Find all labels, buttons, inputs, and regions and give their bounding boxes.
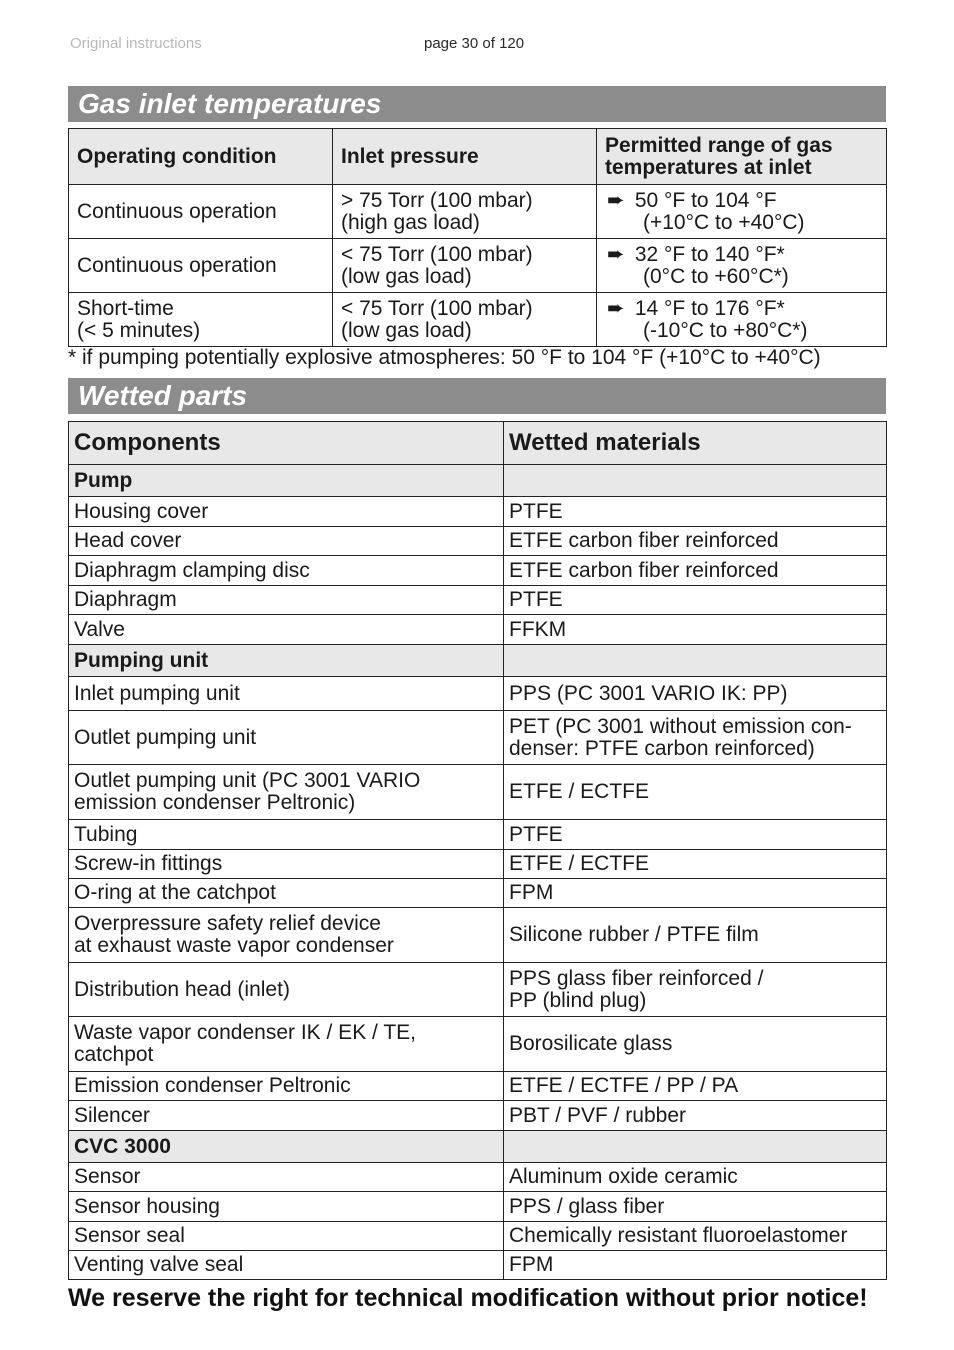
table-row (69, 1192, 887, 1222)
cell-text-line: ETFE carbon fiber reinforced (509, 558, 779, 582)
group-header-row (69, 645, 887, 677)
table-row (69, 293, 887, 347)
cell-text-line: Distribution head (inlet) (74, 977, 290, 1001)
cell-text-line: Borosilicate glass (509, 1032, 673, 1055)
table-row (69, 1222, 887, 1251)
cell-text-line: Screw-in fittings (74, 852, 223, 875)
material-cell (504, 1017, 887, 1072)
table-row (69, 879, 887, 908)
cell-text-line: Continuous operation (77, 253, 277, 277)
component-cell (69, 850, 504, 879)
cell-text-line: Sensor (74, 1165, 141, 1188)
cell-text-line: (low gas load) (341, 318, 472, 342)
table-row (69, 239, 887, 293)
wetted-table-header-row (69, 422, 887, 465)
table-row (69, 527, 887, 556)
material-cell (504, 677, 887, 711)
cell-text-line: PET (PC 3001 without emission con- (509, 714, 852, 738)
cell-text-line: PTFE (509, 822, 563, 846)
component-cell (69, 556, 504, 586)
group-header-row (69, 1131, 887, 1163)
table-row (69, 615, 887, 645)
cell-text-line: < 75 Torr (100 mbar) (341, 242, 533, 266)
component-cell (69, 1131, 504, 1163)
page-number: page 30 of 120 (424, 35, 525, 52)
cell-text-line: PBT / PVF / rubber (509, 1103, 687, 1127)
operating-condition-cell (69, 239, 333, 293)
cell-text-line: Short-time (77, 296, 174, 320)
cell-text-line: FPM (509, 1253, 554, 1276)
material-cell (504, 645, 887, 677)
cell-text-line: PPS / glass fiber (509, 1194, 665, 1218)
cell-text-line: Venting valve seal (74, 1253, 244, 1276)
table-row (69, 1072, 887, 1101)
footnote: * if pumping potentially explosive atmospheres: 50 °F to 104 °F (+10°C to +40°C) (68, 346, 821, 369)
component-cell (69, 879, 504, 908)
temperature-fahrenheit: 14 °F to 176 °F* (634, 296, 785, 320)
table-row (69, 850, 887, 879)
temperature-range-cell (597, 185, 887, 239)
material-cell (504, 1251, 887, 1280)
component-cell (69, 1072, 504, 1101)
table-row (69, 765, 887, 820)
cell-text-line: PPS glass fiber reinforced / (509, 966, 764, 990)
component-cell (69, 711, 504, 765)
cell-text-line: denser: PTFE carbon reinforced) (509, 736, 815, 760)
temperature-celsius: (-10°C to +80°C*) (643, 318, 808, 342)
material-cell (504, 765, 887, 820)
cell-text-line: PTFE (509, 588, 563, 611)
temperature-celsius: (+10°C to +40°C) (643, 210, 805, 234)
table-row (69, 1101, 887, 1131)
component-cell (69, 615, 504, 645)
table-row (69, 908, 887, 963)
cell-text-line: Silicone rubber / PTFE film (509, 923, 759, 946)
inlet-pressure-cell (333, 293, 597, 347)
column-header: Permitted range of gas temperatures at inlet (597, 129, 887, 185)
material-cell (504, 1192, 887, 1222)
operating-condition-cell (69, 293, 333, 347)
material-cell (504, 963, 887, 1017)
table-row (69, 820, 887, 850)
cell-text-line: Diaphragm (74, 588, 177, 611)
material-cell (504, 465, 887, 497)
cell-text-line: ETFE / ECTFE / PP / PA (509, 1074, 739, 1097)
wetted-parts-table (68, 421, 887, 1280)
material-cell (504, 711, 887, 765)
material-cell (504, 556, 887, 586)
component-cell (69, 1222, 504, 1251)
cell-text-line: (high gas load) (341, 210, 480, 234)
cell-text-line: Head cover (74, 529, 182, 552)
gas-table-header-row (69, 129, 887, 185)
column-header: Wetted materials (504, 422, 887, 465)
component-cell (69, 765, 504, 820)
material-cell (504, 527, 887, 556)
cell-text-line: CVC 3000 (74, 1134, 171, 1158)
cell-text-line: Silencer (74, 1103, 150, 1127)
material-cell (504, 586, 887, 615)
gas-temperature-table (68, 128, 887, 347)
cell-text-line: Emission condenser Peltronic (74, 1074, 351, 1097)
material-cell (504, 908, 887, 963)
component-cell (69, 963, 504, 1017)
component-cell (69, 527, 504, 556)
cell-text-line: < 75 Torr (100 mbar) (341, 296, 533, 320)
material-cell (504, 1072, 887, 1101)
arrow-right-icon: ➨ (607, 296, 625, 320)
column-header: Operating condition (69, 129, 333, 185)
component-cell (69, 1101, 504, 1131)
table-row (69, 677, 887, 711)
temperature-fahrenheit: 32 °F to 140 °F* (634, 242, 785, 266)
cell-text-line: at exhaust waste vapor condenser (74, 934, 394, 957)
table-row (69, 556, 887, 586)
arrow-right-icon: ➨ (607, 242, 625, 266)
footer-notice: We reserve the right for technical modification without prior notice! (68, 1284, 868, 1312)
cell-text-line: ETFE carbon fiber reinforced (509, 529, 779, 552)
cell-text-line: Continuous operation (77, 199, 277, 223)
temperature-range-cell (597, 293, 887, 347)
cell-text-line: Tubing (74, 822, 138, 846)
cell-text-line: Outlet pumping unit (PC 3001 VARIO (74, 769, 421, 792)
document-status-label: Original instructions (70, 35, 202, 52)
material-cell (504, 497, 887, 527)
component-cell (69, 645, 504, 677)
material-cell (504, 850, 887, 879)
cell-text-line: ETFE / ECTFE (509, 852, 650, 875)
cell-text-line: > 75 Torr (100 mbar) (341, 188, 533, 212)
table-row (69, 1017, 887, 1072)
temperature-fahrenheit: 50 °F to 104 °F (634, 188, 777, 212)
cell-text-line: (< 5 minutes) (77, 318, 201, 342)
component-cell (69, 908, 504, 963)
cell-text-line: PTFE (509, 499, 563, 523)
column-header: Components (69, 422, 504, 465)
cell-text-line: Inlet pumping unit (74, 681, 240, 705)
wetted-section-title: Wetted parts (68, 378, 886, 414)
component-cell (69, 1192, 504, 1222)
table-row (69, 185, 887, 239)
cell-text-line: Overpressure safety relief device (74, 912, 381, 935)
cell-text-line: FPM (509, 881, 554, 904)
component-cell (69, 1251, 504, 1280)
arrow-right-icon: ➨ (607, 188, 625, 212)
inlet-pressure-cell (333, 239, 597, 293)
table-row (69, 1251, 887, 1280)
group-header-row (69, 465, 887, 497)
table-row (69, 711, 887, 765)
cell-text-line (607, 298, 878, 320)
cell-text-line: Sensor seal (74, 1224, 185, 1247)
material-cell (504, 1101, 887, 1131)
component-cell (69, 586, 504, 615)
temperature-range-cell (597, 239, 887, 293)
cell-text-line: Valve (74, 617, 125, 641)
component-cell (69, 497, 504, 527)
cell-text-line: Aluminum oxide ceramic (509, 1165, 738, 1188)
table-row (69, 497, 887, 527)
material-cell (504, 820, 887, 850)
cell-text-line: Outlet pumping unit (74, 725, 257, 749)
cell-text-line: Chemically resistant fluoroelastomer (509, 1224, 848, 1247)
material-cell (504, 1131, 887, 1163)
cell-text-line (607, 244, 878, 266)
cell-text-line: Pumping unit (74, 648, 209, 672)
table-row (69, 963, 887, 1017)
cell-text-line: Housing cover (74, 499, 209, 523)
cell-text-line: Diaphragm clamping disc (74, 558, 310, 582)
gas-section-title: Gas inlet temperatures (68, 86, 886, 122)
cell-text-line: PP (blind plug) (509, 988, 647, 1012)
component-cell (69, 677, 504, 711)
cell-text-line (607, 190, 878, 212)
cell-text-line: catchpot (74, 1043, 154, 1066)
component-cell (69, 820, 504, 850)
cell-text-line: (low gas load) (341, 264, 472, 288)
cell-text-line: O-ring at the catchpot (74, 881, 276, 904)
cell-text-line: PPS (PC 3001 VARIO IK: PP) (509, 681, 788, 705)
cell-text-line: ETFE / ECTFE (509, 780, 650, 803)
cell-text-line: emission condenser Peltronic) (74, 791, 356, 814)
cell-text-line: Pump (74, 468, 133, 492)
material-cell (504, 615, 887, 645)
cell-text-line: Sensor housing (74, 1194, 220, 1218)
cell-text-line: FFKM (509, 617, 567, 641)
column-header: Inlet pressure (333, 129, 597, 185)
component-cell (69, 1163, 504, 1192)
cell-text-line: Waste vapor condenser IK / EK / TE, (74, 1021, 416, 1044)
table-row (69, 586, 887, 615)
inlet-pressure-cell (333, 185, 597, 239)
operating-condition-cell (69, 185, 333, 239)
material-cell (504, 1163, 887, 1192)
component-cell (69, 1017, 504, 1072)
table-row (69, 1163, 887, 1192)
material-cell (504, 1222, 887, 1251)
temperature-celsius: (0°C to +60°C*) (643, 264, 789, 288)
component-cell (69, 465, 504, 497)
material-cell (504, 879, 887, 908)
